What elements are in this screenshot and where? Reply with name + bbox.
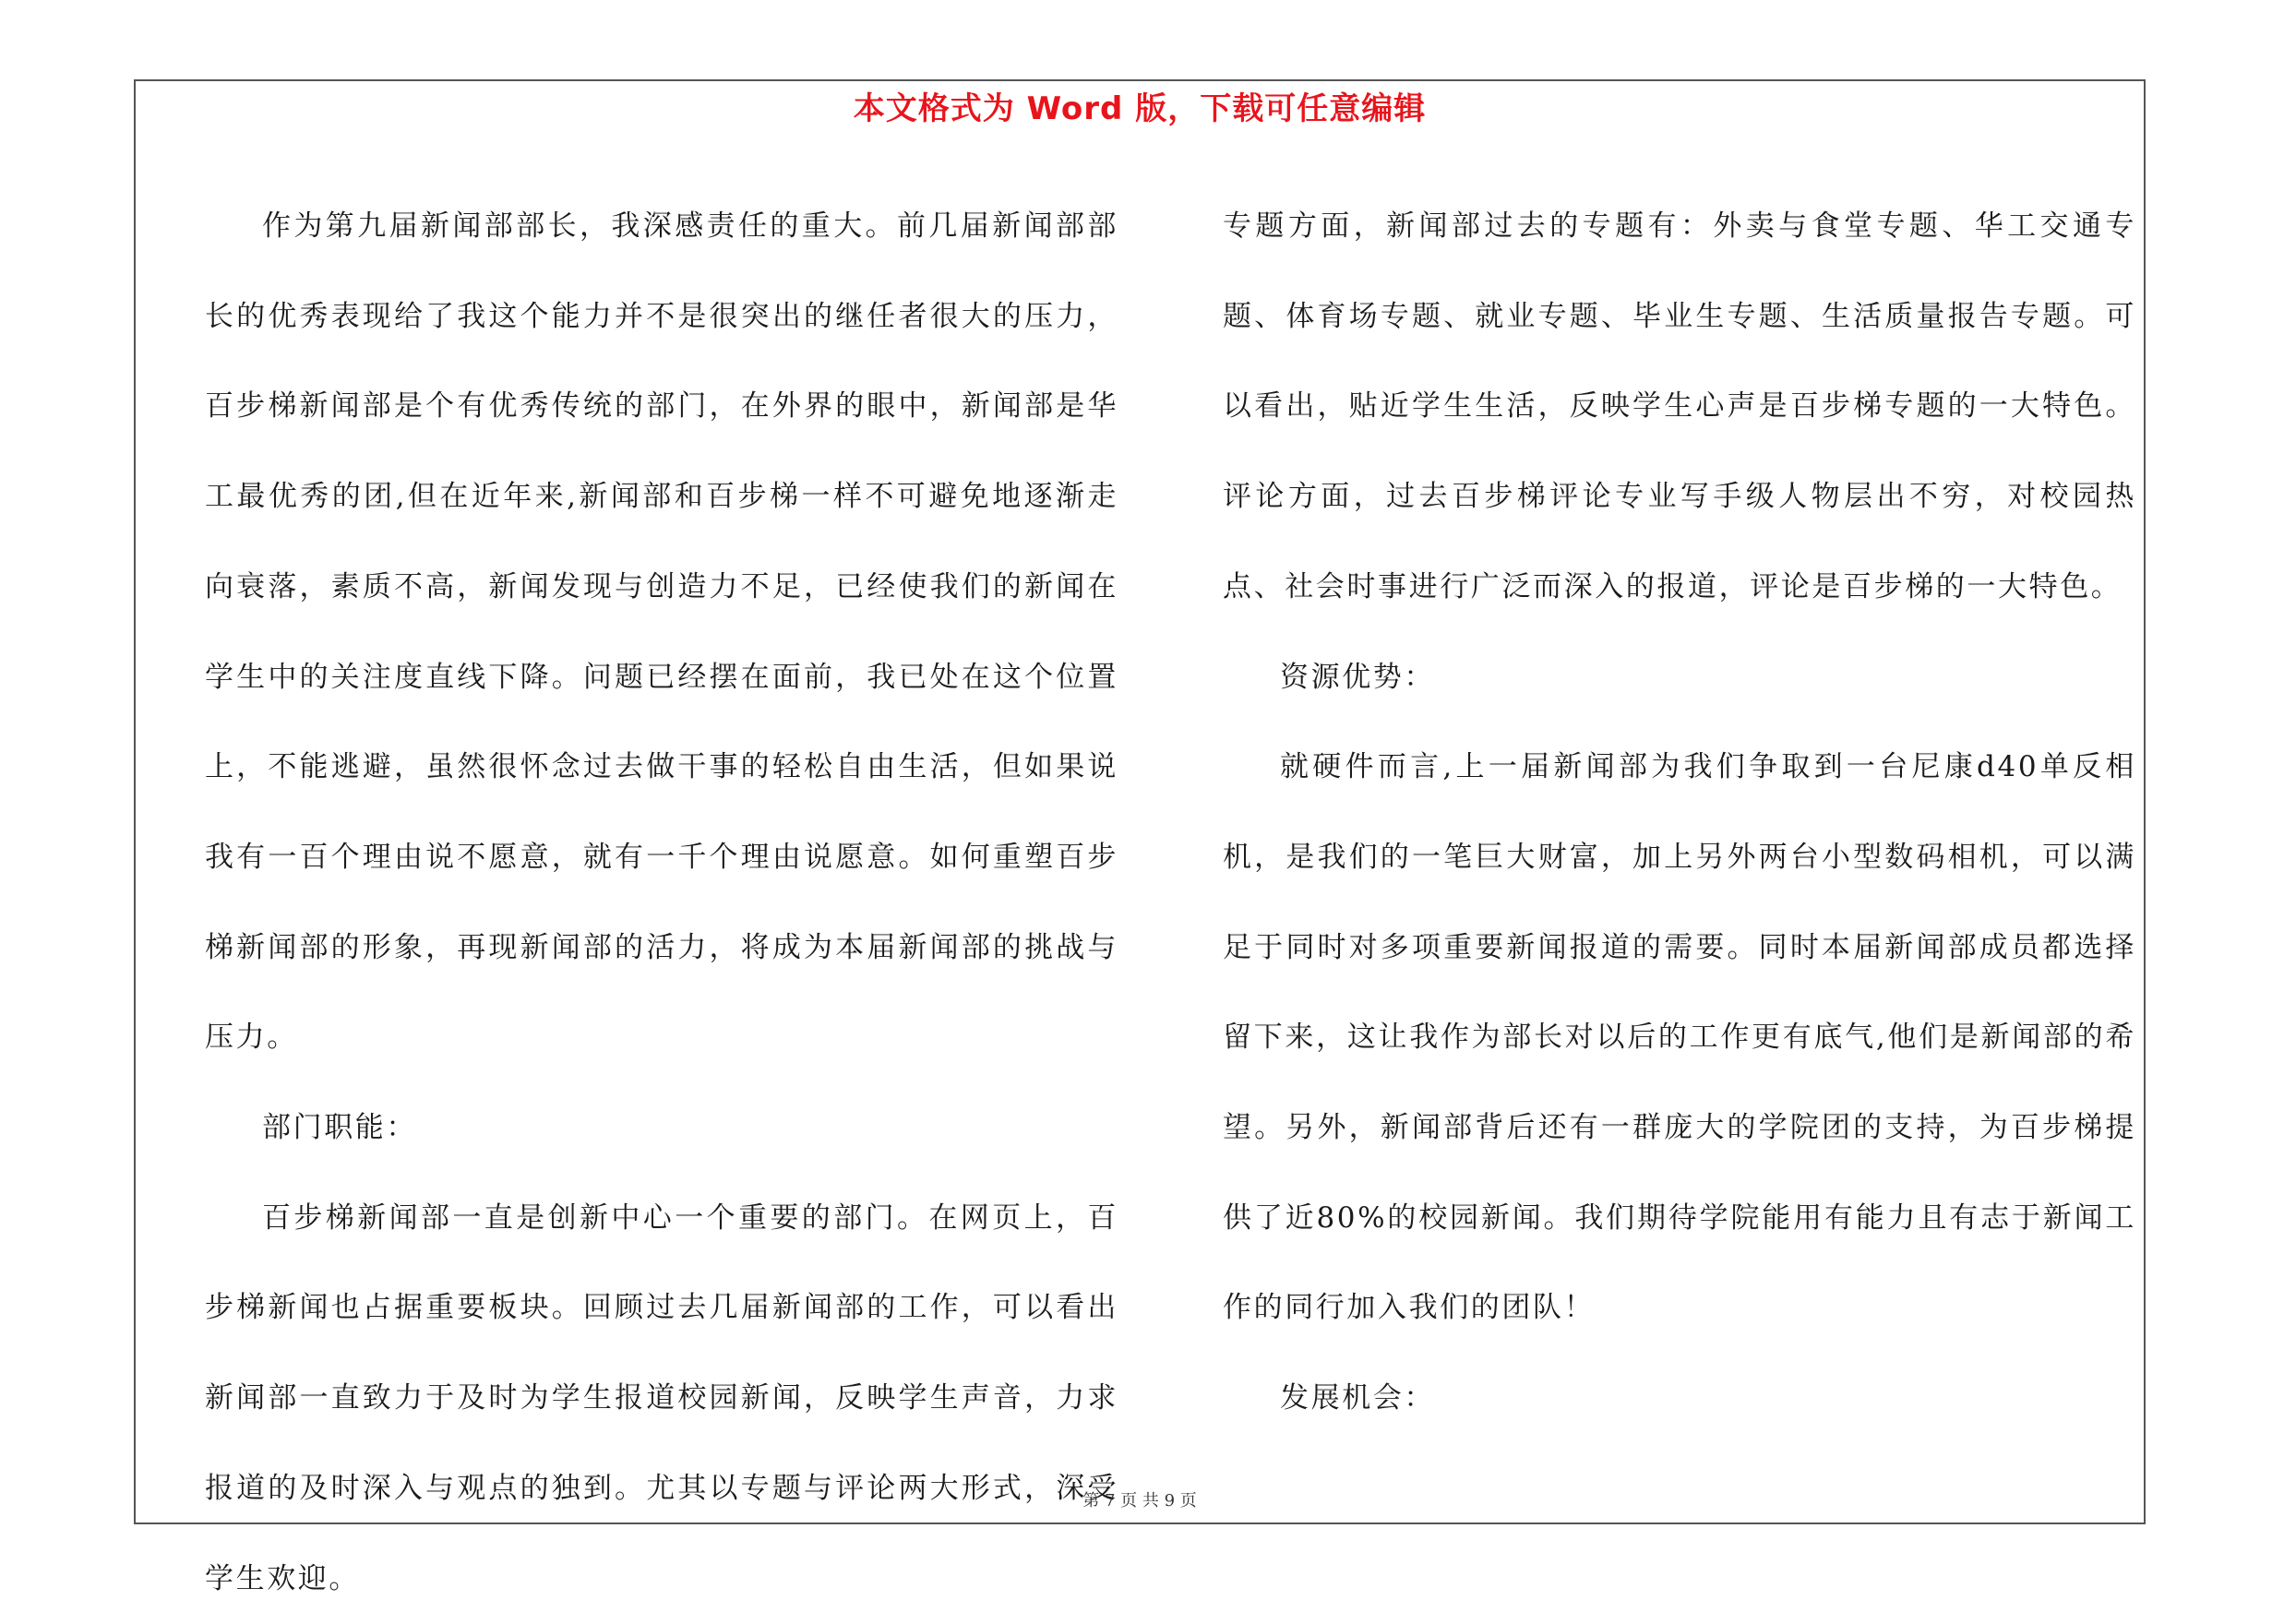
topics-paragraph: 专题方面，新闻部过去的专题有：外卖与食堂专题、华工交通专题、体育场专题、就业专题、毕业生专题、生活质量报告专题。可以看出，贴近学生生活，反映学生心声是百步梯专题的一大特色。评论方面，过去百步梯评论专业写手级人物层出不穷，对校园热点、社会时事进行广泛而深入的报道，评论是百步梯的一大特色。 (1223, 209, 2136, 603)
section-heading-resources: 资源优势： (1280, 660, 1435, 694)
section-heading-opportunities: 发展机会： (1280, 1381, 1435, 1415)
functions-paragraph: 百步梯新闻部一直是创新中心一个重要的部门。在网页上，百步梯新闻也占据重要板块。回顾过去几届新闻部的工作，可以看出新闻部一直致力于及时为学生报道校园新闻，反映学生声音，力求报道的及时深入与观点的独到。尤其以专题与评论两大形式，深受学生欢迎。 (205, 1200, 1118, 1595)
page-number-footer: 第 7 页 共 9 页 (1082, 1491, 1197, 1511)
right-column (1223, 182, 2136, 1444)
left-column (205, 182, 1118, 1624)
section-heading-functions: 部门职能： (262, 1111, 417, 1145)
resources-paragraph: 就硬件而言,上一届新闻部为我们争取到一台尼康d40单反相机，是我们的一笔巨大财富，加上另外两台小型数码相机，可以满足于同时对多项重要新闻报道的需要。同时本届新闻部成员都选择留下来，这让我作为部长对以后的工作更有底气,他们是新闻部的希望。另外，新闻部背后还有一群庞大的学院团的支持，为百步梯提供了近80%的校园新闻。我们期待学院能用有能力且有志于新闻工作的同行加入我们的团队！ (1223, 750, 2136, 1325)
intro-paragraph: 作为第九届新闻部部长，我深感责任的重大。前几届新闻部部长的优秀表现给了我这个能力并不是很突出的继任者很大的压力，百步梯新闻部是个有优秀传统的部门，在外界的眼中，新闻部是华工最优秀的团,但在近年来,新闻部和百步梯一样不可避免地逐渐走向衰落，素质不高，新闻发现与创造力不足，已经使我们的新闻在学生中的关注度直线下降。问题已经摆在面前，我已处在这个位置上，不能逃避，虽然很怀念过去做干事的轻松自由生活，但如果说我有一百个理由说不愿意，就有一千个理由说愿意。如何重塑百步梯新闻部的形象，再现新闻部的活力，将成为本届新闻部的挑战与压力。 (205, 209, 1118, 1055)
format-banner: 本文格式为 Word 版，下载可任意编辑 (853, 90, 1427, 127)
